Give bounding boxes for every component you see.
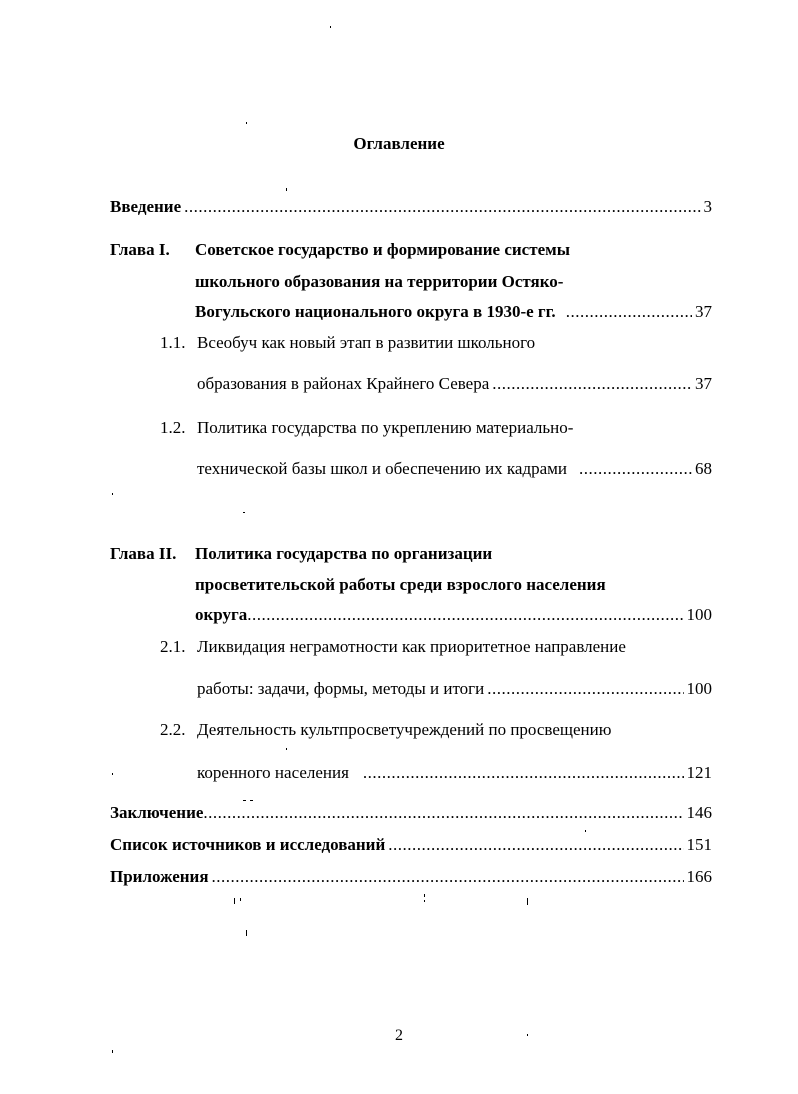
leader-dots: [203, 803, 683, 823]
toc-entry-conclusion: [110, 803, 712, 823]
scan-speck: [250, 800, 253, 801]
page-number: 2: [395, 1027, 403, 1044]
toc-entry-section-1-1: [197, 374, 712, 394]
scan-speck: [234, 898, 235, 904]
toc-page-number: 100: [686, 679, 712, 698]
scan-speck: [246, 930, 247, 936]
chapter-title-line: школьного образования на территории Остяко-: [195, 272, 564, 291]
toc-entry-chapter2: [195, 605, 712, 625]
section-number: 1.2.: [160, 418, 186, 437]
chapter-title-line: просветительской работы среди взрослого населения: [195, 575, 606, 594]
section-title-line: технической базы школ и обеспечению их кадрами: [197, 459, 568, 478]
scan-speck: [112, 773, 113, 775]
toc-entry-intro: [110, 197, 712, 217]
leader-dots: [184, 197, 700, 217]
toc-entry-section-2-2: [197, 763, 712, 783]
toc-page-number: 37: [695, 302, 712, 321]
toc-page-number: 166: [686, 867, 712, 886]
scan-speck: [243, 512, 245, 513]
scan-speck: [286, 748, 287, 750]
toc-entry-chapter1: [195, 302, 712, 322]
section-title-line: Деятельность культпросветучреждений по просвещению: [197, 720, 612, 739]
toc-entry-label: Приложения: [110, 867, 209, 886]
section-title-line: Ликвидация неграмотности как приоритетное направление: [197, 637, 626, 656]
chapter-title-line: округа: [195, 605, 248, 624]
toc-page-number: 68: [695, 459, 712, 478]
leader-dots: [579, 459, 692, 479]
leader-dots: [566, 302, 692, 322]
section-title-line: Политика государства по укреплению материально-: [197, 418, 574, 437]
scan-speck: [286, 188, 287, 191]
toc-page-number: 146: [686, 803, 712, 822]
leader-dots: [492, 374, 692, 394]
toc-entry-section-1-2: [197, 459, 712, 479]
toc-page-number: 121: [686, 763, 712, 782]
section-number: 1.1.: [160, 333, 186, 352]
scan-speck: [585, 830, 586, 832]
toc-entry-sources: [110, 835, 712, 855]
toc-page-number: 151: [686, 835, 712, 854]
toc-page-number: 100: [686, 605, 712, 624]
leader-dots: [363, 763, 684, 783]
scan-speck: [246, 122, 247, 124]
leader-dots: [247, 605, 683, 625]
scan-speck: [243, 800, 246, 801]
toc-entry-label: Заключение: [110, 803, 204, 822]
chapter-title-line: Вогульского национального округа в 1930-е гг.: [195, 302, 556, 321]
toc-entry-section-2-1: [197, 679, 712, 699]
leader-dots: [212, 867, 684, 887]
section-title-line: коренного населения: [197, 763, 349, 782]
scan-speck: [527, 898, 528, 905]
leader-dots: [388, 835, 683, 855]
scan-speck: [424, 894, 425, 897]
scan-speck: [112, 493, 113, 495]
toc-entry-appendices: [110, 867, 712, 887]
section-title-line: работы: задачи, формы, методы и итоги: [197, 679, 485, 698]
chapter-prefix: Глава I.: [110, 240, 170, 259]
section-title-line: Всеобуч как новый этап в развитии школьного: [197, 333, 536, 352]
scan-speck: [330, 26, 331, 28]
chapter-title-line: Политика государства по организации: [195, 544, 493, 563]
section-number: 2.2.: [160, 720, 186, 739]
section-number: 2.1.: [160, 637, 186, 656]
scan-speck: [240, 898, 241, 901]
chapter-title-line: Советское государство и формирование системы: [195, 240, 570, 259]
toc-page-number: 3: [703, 197, 712, 216]
scan-speck: [112, 1050, 113, 1053]
section-title-line: образования в районах Крайнего Севера: [197, 374, 490, 393]
toc-entry-label: Введение: [110, 197, 182, 216]
leader-dots: [487, 679, 683, 699]
scan-speck: [527, 1034, 528, 1036]
toc-title: Оглавление: [353, 134, 445, 153]
chapter-prefix: Глава II.: [110, 544, 177, 563]
toc-entry-label: Список источников и исследований: [110, 835, 386, 854]
toc-page-number: 37: [695, 374, 712, 393]
scan-speck: [424, 900, 425, 902]
